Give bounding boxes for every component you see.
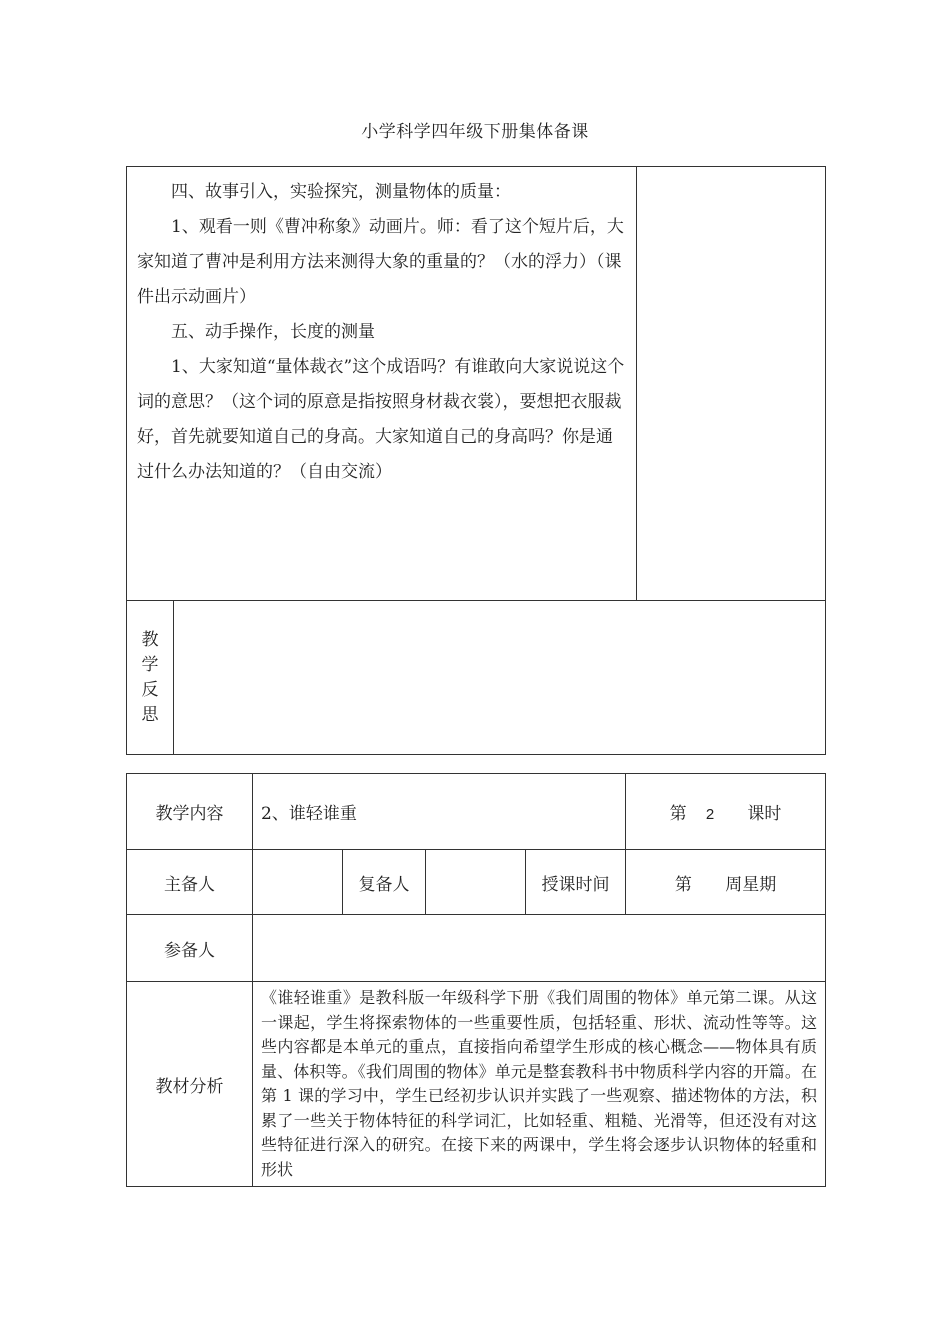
process-paragraph: 五、动手操作，长度的测量 — [171, 322, 375, 342]
notes-cell — [637, 167, 826, 601]
reflection-char: 教 — [141, 629, 159, 650]
analysis-text: 《谁轻谁重》是教科版一年级科学下册《我们周围的物体》单元第二课。从这一课起，学生将探索物体的一些重要性质，包括轻重、形状、流动性等等。这些内容都是本单元的重点，直接指向希望学生形成的核心概念——物体具有质量、体积等。《我们周围的物体》单元是整套教科书中物质科学内容的开篇。在第 1 课的学习中，学生已经初步认识并实践了一些观察、描述物体的方法，积累了一些关于物体特征的科学词汇，比如轻重、粗糙、光滑等，但还没有对这些特征进行深入的研究。在接下来的两课中，学生将会逐步认识物体的轻重和形状 — [253, 982, 826, 1187]
co-preparer-value — [426, 850, 526, 915]
analysis-label: 教材分析 — [127, 982, 253, 1187]
period-number: 2 — [705, 806, 715, 823]
lesson-process-cell — [127, 167, 637, 601]
reflection-label — [127, 601, 174, 755]
reflection-char: 思 — [141, 704, 159, 725]
participants-label: 参备人 — [127, 915, 253, 982]
lead-preparer-value — [253, 850, 343, 915]
content-value: 2、谁轻谁重 — [253, 774, 626, 850]
reflection-content — [174, 601, 826, 755]
process-paragraph: 1、大家知道“量体裁衣”这个成语吗？有谁敢向大家说说这个词的意思？（这个词的原意是指按照身材裁衣裳），要想把衣服裁好，首先就要知道自己的身高。大家知道自己的身高吗？你是通过什么办法知道的？（自由交流） — [137, 357, 625, 482]
lead-preparer-label: 主备人 — [127, 850, 253, 915]
process-paragraph: 四、故事引入，实验探究，测量物体的质量： — [171, 182, 511, 202]
week-cell — [626, 850, 826, 915]
reflection-char: 学 — [141, 654, 159, 675]
lesson-info-table — [126, 773, 826, 1187]
period-prefix: 第 — [669, 804, 687, 824]
week-prefix: 第 — [674, 874, 692, 895]
content-label: 教学内容 — [127, 774, 253, 850]
week-suffix: 周星期 — [725, 874, 777, 895]
period-cell — [626, 774, 826, 850]
teaching-time-label: 授课时间 — [526, 850, 626, 915]
page-title: 小学科学四年级下册集体备课 — [361, 122, 589, 142]
participants-value — [253, 915, 826, 982]
process-paragraph: 1、观看一则《曹冲称象》动画片。师：看了这个短片后，大家知道了曹冲是利用方法来测得大象的重量的？（水的浮力）（课件出示动画片） — [137, 217, 624, 307]
lesson-process-table — [126, 166, 826, 755]
reflection-char: 反 — [141, 679, 159, 700]
co-preparer-label: 复备人 — [343, 850, 426, 915]
period-suffix: 课时 — [747, 804, 782, 824]
